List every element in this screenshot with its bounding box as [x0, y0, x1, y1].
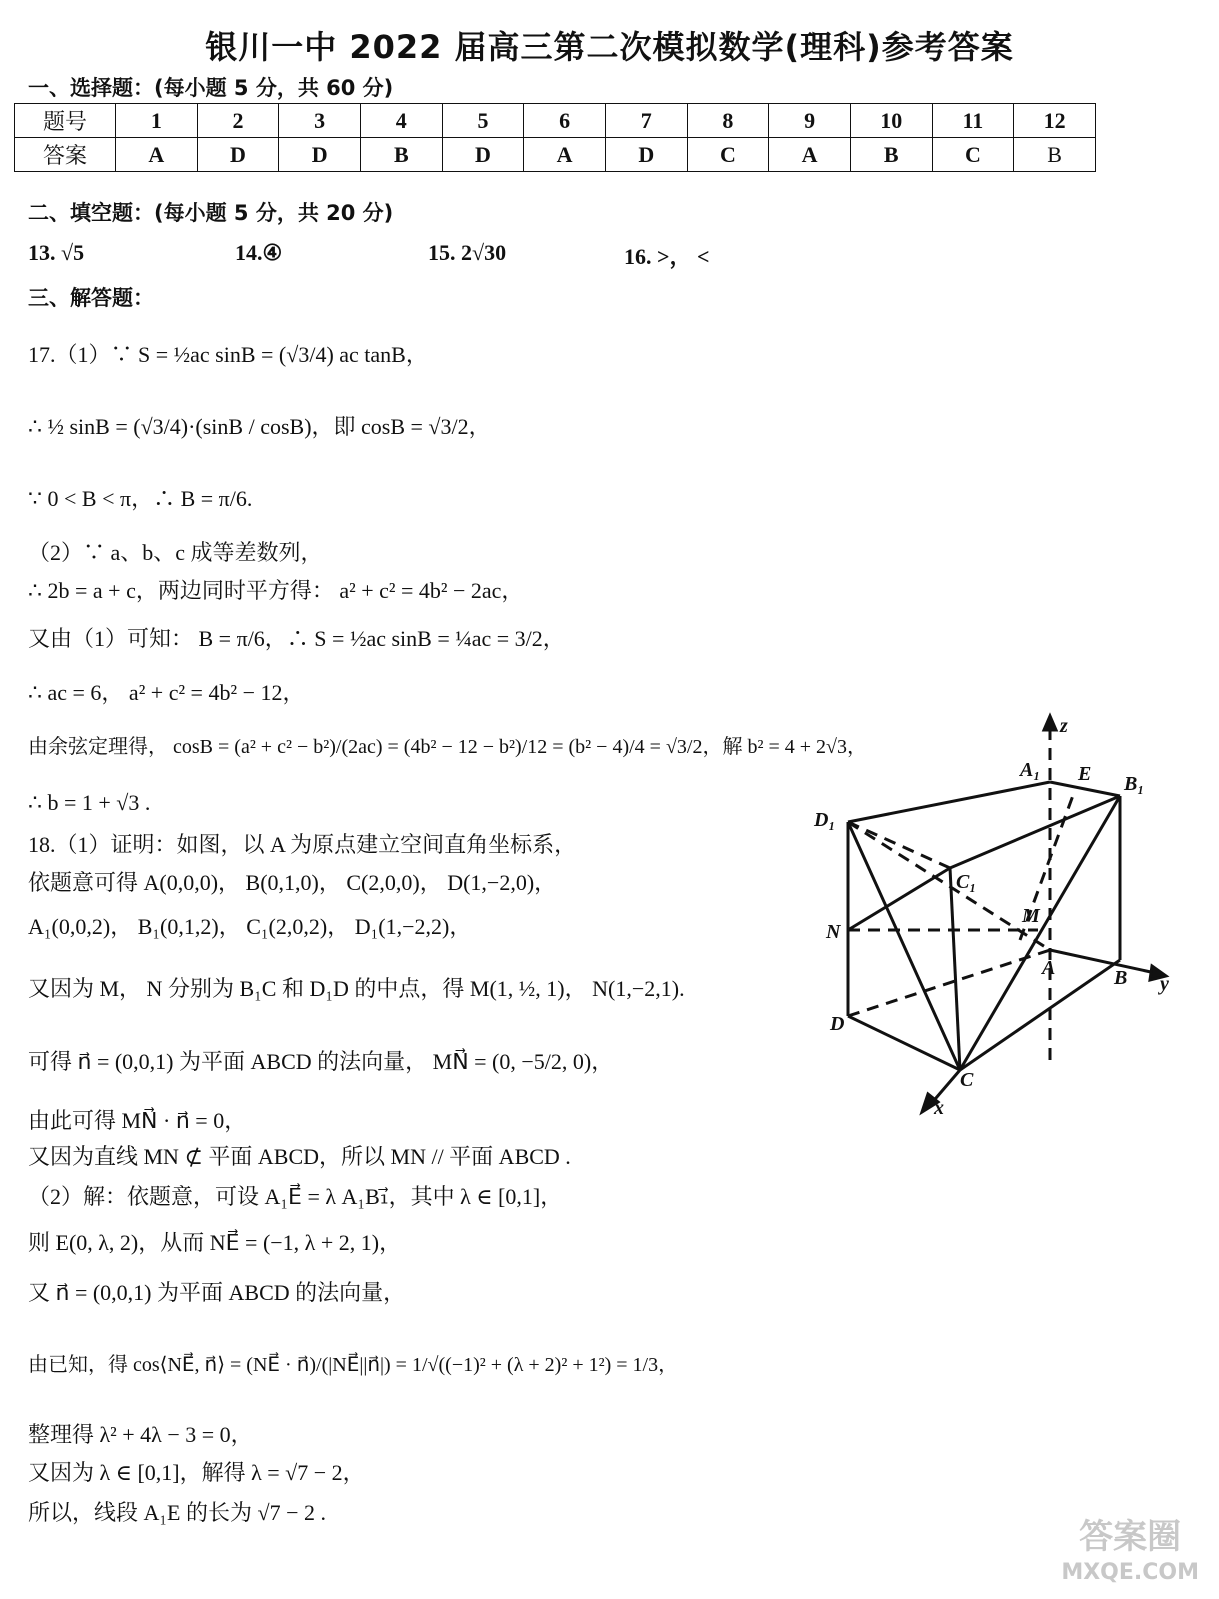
- fill-answer-16: 16. >， <: [624, 244, 710, 269]
- label-B1: B₁: [1124, 773, 1145, 795]
- solution-line: ∴ b = 1 + √3 .: [28, 790, 151, 815]
- solution-line: 又因为直线 MN ⊄ 平面 ABCD，所以 MN // 平面 ABCD .: [28, 1144, 571, 1169]
- table-cell-answer: A: [769, 138, 851, 172]
- table-cell-number: 7: [605, 104, 687, 138]
- table-cell-answer: C: [687, 138, 769, 172]
- table-cell-answer: A: [524, 138, 606, 172]
- solution-line: 由已知，得 cos⟨NE⃗, n⃗⟩ = (NE⃗ · n⃗)/(|NE⃗||n⃗|) = 1/√((−1)² + (λ + 2)² + 1²) = 1/3，: [28, 1354, 679, 1376]
- label-N: N: [826, 921, 841, 943]
- label-A1: A₁: [1020, 759, 1041, 781]
- section-choice-heading: 一、选择题：(每小题 5 分，共 60 分): [28, 76, 394, 100]
- table-cell-number: 12: [1014, 104, 1096, 138]
- solution-line: ∴ ½ sinB = (√3/4)·(sinB / cosB)，即 cosB = √3/2，: [28, 414, 491, 439]
- edge-CB: [960, 960, 1120, 1070]
- z-axis-arrow: [1044, 716, 1056, 730]
- edge-DA: [848, 950, 1050, 1016]
- label-C: C: [960, 1069, 974, 1091]
- solution-line: 17.（1）∵ S = ½ac sinB = (√3/4) ac tanB，: [28, 342, 428, 367]
- watermark-url: MXQE.COM: [1061, 1560, 1199, 1585]
- table-cell-answer: B: [1014, 138, 1096, 172]
- table-row-numbers: [15, 104, 1096, 138]
- solution-line: 18.（1）证明：如图，以 A 为原点建立空间直角坐标系，: [28, 832, 577, 857]
- label-C1: C₁: [956, 871, 977, 893]
- table-cell-number: 6: [524, 104, 606, 138]
- label-x: x: [934, 1097, 944, 1119]
- label-D1: D₁: [814, 809, 836, 831]
- answer-table: [14, 103, 1096, 172]
- solution-line: ∵ 0 < B < π，∴ B = π/6.: [28, 486, 253, 511]
- prism-figure: [810, 710, 1190, 1130]
- edge-C1C: [950, 868, 960, 1070]
- watermark-logo: [1061, 1519, 1199, 1591]
- table-cell-number: 4: [360, 104, 442, 138]
- solution-line: 则 E(0, λ, 2)，从而 NE⃗ = (−1, λ + 2, 1)，: [28, 1230, 402, 1255]
- solution-line: 所以，线段 A₁E 的长为 √7 − 2 .: [28, 1500, 326, 1525]
- table-cell-answer: D: [197, 138, 279, 172]
- solution-line: 又因为 M， N 分别为 B₁C 和 D₁D 的中点，得 M(1, ½, 1)， N(1,−2,1).: [28, 976, 685, 1001]
- solution-line: ∴ ac = 6， a² + c² = 4b² − 12，: [28, 680, 305, 705]
- label-M: M: [1022, 905, 1040, 927]
- label-z: z: [1060, 715, 1068, 737]
- solution-line: 由余弦定理得， cosB = (a² + c² − b²)/(2ac) = (4b² − 12 − b²)/12 = (b² − 4)/4 = √3/2，解 b² = 4 + 2√3，: [28, 736, 868, 758]
- solution-line: ∴ 2b = a + c，两边同时平方得： a² + c² = 4b² − 2ac，: [28, 578, 524, 603]
- table-cell-number: 8: [687, 104, 769, 138]
- table-cell-number: 3: [279, 104, 361, 138]
- edge-D1C1: [848, 822, 950, 868]
- table-cell-number: 5: [442, 104, 524, 138]
- table-cell-answer: D: [279, 138, 361, 172]
- fill-answer-15: 15. 2√30: [428, 240, 507, 265]
- solution-line: 可得 n⃗ = (0,0,1) 为平面 ABCD 的法向量， MN⃗ = (0, −5/2, 0)，: [28, 1049, 614, 1074]
- page-title: 银川一中 2022 届高三第二次模拟数学(理科)参考答案: [205, 28, 1014, 66]
- table-answer-label: 答案: [15, 138, 116, 172]
- table-cell-answer: B: [850, 138, 932, 172]
- table-cell-answer: D: [442, 138, 524, 172]
- table-cell-answer: B: [360, 138, 442, 172]
- solution-line: （2）∵ a、b、c 成等差数列，: [28, 540, 323, 565]
- fill-answer-13: 13. √5: [28, 240, 85, 265]
- solution-line: 又由（1）可知： B = π/6，∴ S = ½ac sinB = ¼ac = 3/2，: [28, 626, 565, 651]
- solution-line: 整理得 λ² + 4λ − 3 = 0，: [28, 1422, 253, 1447]
- solution-line: （2）解：依题意，可设 A₁E⃗ = λ A₁B₁⃗，其中 λ ∈ [0,1]，: [28, 1184, 563, 1209]
- table-cell-answer: A: [116, 138, 198, 172]
- table-cell-number: 1: [116, 104, 198, 138]
- table-cell-number: 9: [769, 104, 851, 138]
- solution-line: 依题意可得 A(0,0,0)， B(0,1,0)， C(2,0,0)， D(1,−2,0)，: [28, 870, 557, 895]
- table-row-answers: [15, 138, 1096, 172]
- solution-line: 又因为 λ ∈ [0,1]，解得 λ = √7 − 2，: [28, 1460, 365, 1485]
- label-A: A: [1042, 957, 1056, 979]
- solution-line: 又 n⃗ = (0,0,1) 为平面 ABCD 的法向量，: [28, 1280, 406, 1305]
- watermark-text: 答案圈: [1079, 1517, 1182, 1557]
- table-cell-answer: D: [605, 138, 687, 172]
- section-fill-heading: 二、填空题：(每小题 5 分，共 20 分): [28, 201, 394, 225]
- fill-answer-14: 14.④: [235, 240, 283, 265]
- label-B: B: [1114, 967, 1128, 989]
- label-E: E: [1078, 763, 1092, 785]
- edge-DC: [848, 1016, 960, 1070]
- label-D: D: [830, 1013, 845, 1035]
- table-cell-number: 11: [932, 104, 1014, 138]
- label-y: y: [1160, 973, 1169, 995]
- table-cell-number: 2: [197, 104, 279, 138]
- section-solution-heading: 三、解答题：: [28, 286, 154, 310]
- table-cell-answer: C: [932, 138, 1014, 172]
- table-cell-number: 10: [850, 104, 932, 138]
- table-header-label: 题号: [15, 104, 116, 138]
- edge-B1C1: [950, 796, 1120, 868]
- segment-B1C: [960, 796, 1120, 1070]
- segment-NC1: [848, 868, 950, 930]
- edge-D1A1: [848, 782, 1050, 822]
- solution-line: A₁(0,0,2)， B₁(0,1,2)， C₁(2,0,2)， D₁(1,−2,2)，: [28, 914, 472, 939]
- solution-line: 由此可得 MN⃗ · n⃗ = 0，: [28, 1108, 247, 1133]
